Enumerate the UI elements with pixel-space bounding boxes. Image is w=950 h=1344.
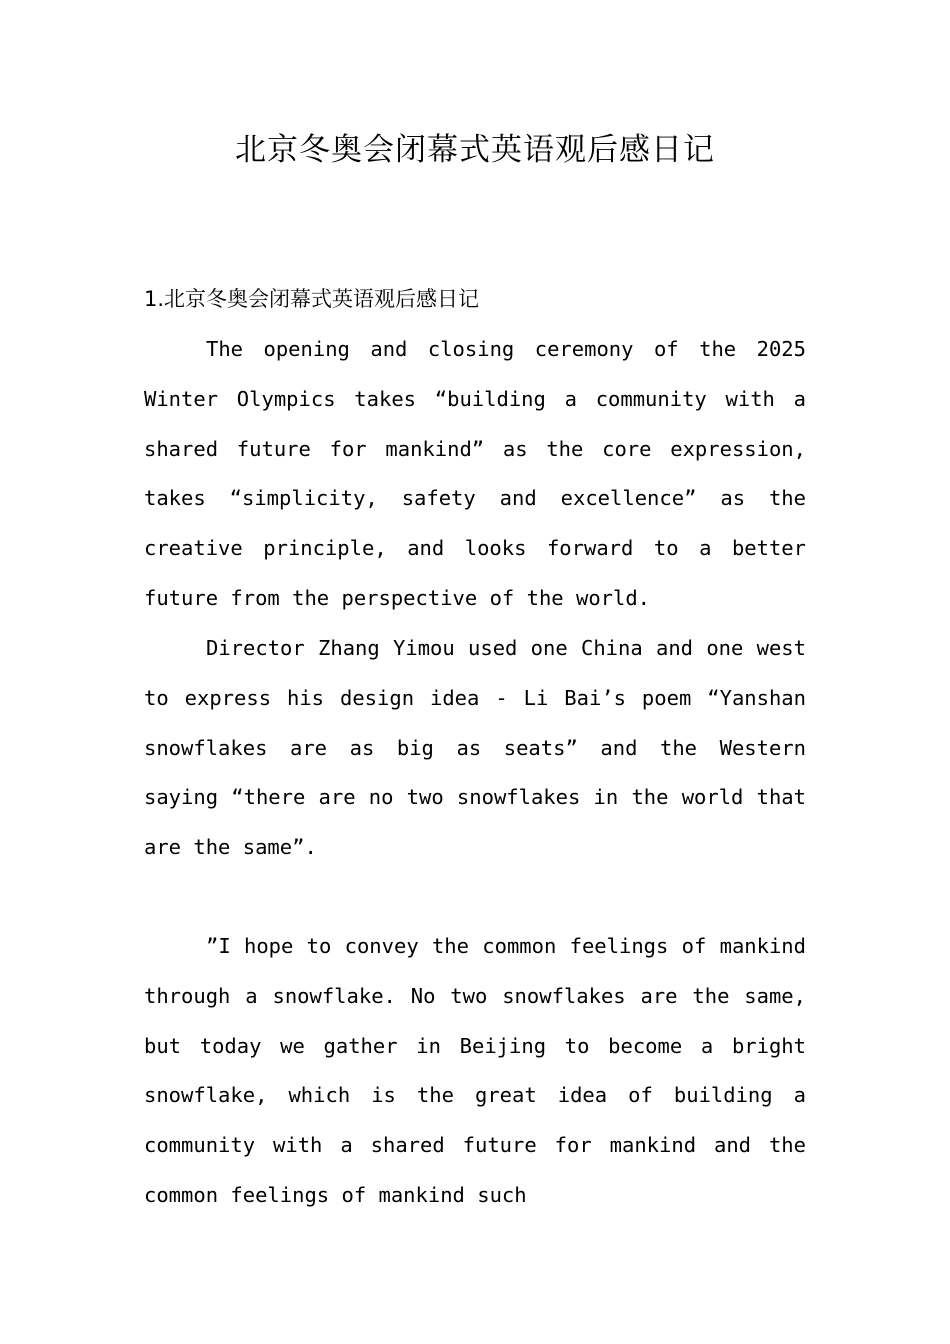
body-paragraph-3: ”I hope to convey the common feelings of mankind through a snowflake. No two snowflakes are the same, but today we gather in Beijing to become a bright snowflake, which is the great idea of building a community with a shared future for mankind and the common feelings of mankind such xyxy=(144,934,806,1207)
section-heading: 1.北京冬奥会闭幕式英语观后感日记 xyxy=(144,287,480,311)
body-paragraph-1: The opening and closing ceremony of the 2025 Winter Olympics takes “building a community with a shared future for mankind” as the core expression, takes “simplicity, safety and excellence” as the creative principle, and looks forward to a better future from the perspective of the world. xyxy=(144,337,806,610)
page-title: 北京冬奥会闭幕式英语观后感日记 xyxy=(235,132,715,168)
body-paragraph-2: Director Zhang Yimou used one China and one west to express his design idea - Li Bai’s poem “Yanshan snowflakes are as big as seats” and the Western saying “there are no two snowflakes in the world that are the same”. xyxy=(144,636,806,860)
